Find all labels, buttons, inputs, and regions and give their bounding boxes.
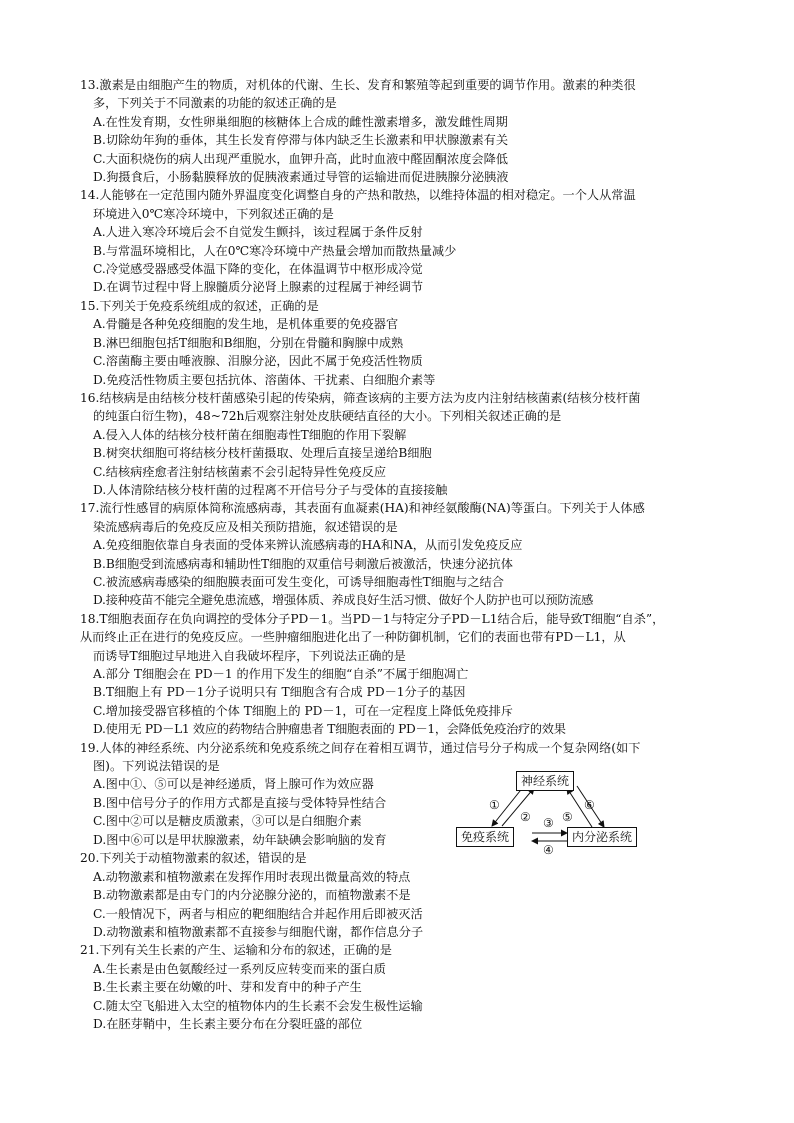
regulation-network-diagram <box>461 771 672 858</box>
label-3: ③ <box>543 816 554 831</box>
option-b: B.T细胞上有 PD－1分子说明只有 T细胞含有合成 PD－1分子的基因 <box>93 685 466 700</box>
option-c: C.一般情况下，两者与相应的靶细胞结合并起作用后即被灭活 <box>93 906 423 921</box>
label-1: ① <box>489 798 500 813</box>
question-16 <box>80 389 720 499</box>
nervous-system-box: 神经系统 <box>516 771 574 791</box>
question-13 <box>80 76 720 186</box>
option-d: D.使用无 PD－L1 效应的药物结合肿瘤患者 T细胞表面的 PD－1，会降低免疫治疗的效果 <box>93 722 566 737</box>
option-c: C.大面积烧伤的病人出现严重脱水，血钾升高，此时血液中醛固酮浓度会降低 <box>93 151 508 166</box>
immune-system-box: 免疫系统 <box>456 827 514 847</box>
question-stem-continued: 多，下列关于不同激素的功能的叙述正确的是 <box>93 96 337 111</box>
question-stem-continued: 的纯蛋白衍生物)，48~72h后观察注射处皮肤硬结直径的大小。下列相关叙述正确的是 <box>93 409 562 424</box>
question-stem: 13.激素是由细胞产生的物质，对机体的代谢、生长、发育和繁殖等起到重要的调节作用。激素的种类很 <box>80 78 636 92</box>
option-d: D.图中⑥可以是甲状腺激素，幼年缺碘会影响脑的发育 <box>93 832 387 847</box>
option-a: A.免疫细胞依靠自身表面的受体来辨认流感病毒的HA和NA，从而引发免疫反应 <box>93 538 523 553</box>
option-b: B.淋巴细胞包括T细胞和B细胞，分别在骨髓和胸腺中成熟 <box>93 335 404 350</box>
question-21 <box>80 941 720 1033</box>
question-stem: 21.下列有关生长素的产生、运输和分布的叙述，正确的是 <box>80 943 392 958</box>
option-d: D.人体清除结核分枝杆菌的过程离不开信号分子与受体的直接接触 <box>93 482 448 497</box>
option-list <box>80 775 470 849</box>
question-stem-continued: 染流感病毒后的免疫反应及相关预防措施，叙述错误的是 <box>93 519 398 534</box>
option-a: A.生长素是由色氨酸经过一系列反应转变而来的蛋白质 <box>93 961 386 976</box>
question-19-body <box>80 774 720 858</box>
question-15 <box>80 297 720 389</box>
option-d: D.在胚芽鞘中，生长素主要分布在分裂旺盛的部位 <box>93 1017 363 1032</box>
option-a: A.骨髓是各种免疫细胞的发生地，是机体重要的免疫器官 <box>93 317 399 332</box>
question-stem: 20.下列关于动植物激素的叙述，错误的是 <box>80 851 307 866</box>
label-5: ⑤ <box>562 810 573 825</box>
option-c: C.冷觉感受器感受体温下降的变化，在体温调节中枢形成冷觉 <box>93 262 423 277</box>
question-20 <box>80 849 720 941</box>
question-stem-continued: 图)。下列说法错误的是 <box>93 759 220 774</box>
option-b: B.图中信号分子的作用方式都是直接与受体特异性结合 <box>93 795 387 810</box>
option-c: C.结核病痊愈者注射结核菌素不会引起特异性免疫反应 <box>93 464 387 479</box>
option-b: B.动物激素都是由专门的内分泌腺分泌的，而植物激素不是 <box>93 888 411 903</box>
option-d: D.狗摄食后，小肠黏膜释放的促胰液素通过导管的运输进而促进胰腺分泌胰液 <box>93 170 509 185</box>
question-stem-continued: 而诱导T细胞过早地进入自我破坏程序，下列说法正确的是 <box>93 648 406 663</box>
option-c: C.增加接受器官移植的个体 T细胞上的 PD－1，可在一定程度上降低免疫排斥 <box>93 703 513 718</box>
option-a: A.在性发育期，女性卵巢细胞的核糖体上合成的雌性激素增多，激发雌性周期 <box>93 114 508 129</box>
option-c: C.被流感病毒感染的细胞膜表面可发生变化，可诱导细胞毒性T细胞与之结合 <box>93 574 504 589</box>
option-d: D.免疫活性物质主要包括抗体、溶菌体、干扰素、白细胞介素等 <box>93 372 436 387</box>
option-b: B.树突状细胞可将结核分枝杆菌摄取、处理后直接呈递给B细胞 <box>93 446 432 461</box>
option-a: A.人进入寒冷环境后会不自觉发生颤抖，该过程属于条件反射 <box>93 225 423 240</box>
option-a: A.部分 T细胞会在 PD－1 的作用下发生的细胞“自杀”不属于细胞凋亡 <box>93 667 469 681</box>
label-6: ⑥ <box>584 798 595 813</box>
question-stem: 17.流行性感冒的病原体简称流感病毒，其表面有血凝素(HA)和神经氨酸酶(NA)等蛋白。下列关于人体感 <box>80 501 645 516</box>
question-stem-continued: 从而终止正在进行的免疫反应。一些肿瘤细胞进化出了一种防御机制，它们的表面也带有PD－L1，从 <box>80 630 626 645</box>
question-14 <box>80 186 720 296</box>
question-stem: 16.结核病是由结核分枝杆菌感染引起的传染病，筛查该病的主要方法为皮内注射结核菌素(结核分枝杆菌 <box>80 390 641 405</box>
option-c: C.溶菌酶主要由唾液腺、泪腺分泌，因此不属于免疫活性物质 <box>93 354 423 369</box>
question-stem: 14.人能够在一定范围内随外界温度变化调整自身的产热和散热，以维持体温的相对稳定。一个人从常温 <box>80 188 636 203</box>
option-c: C.图中②可以是糖皮质激素，③可以是白细胞介素 <box>93 814 362 829</box>
option-a: A.侵入人体的结核分枝杆菌在细胞毒性T细胞的作用下裂解 <box>93 427 407 442</box>
option-c: C.随太空飞船进入太空的植物体内的生长素不会发生极性运输 <box>93 998 423 1013</box>
question-list <box>80 76 720 1034</box>
label-2: ② <box>520 810 531 825</box>
option-a: A.动物激素和植物激素在发挥作用时表现出微量高效的特点 <box>93 869 411 884</box>
option-b: B.与常温环境相比，人在0℃寒冷环境中产热量会增加而散热量减少 <box>93 243 457 258</box>
label-4: ④ <box>543 843 554 858</box>
option-d: D.在调节过程中肾上腺髓质分泌肾上腺素的过程属于神经调节 <box>93 280 424 295</box>
question-stem: 19.人体的神经系统、内分泌系统和免疫系统之间存在着相互调节，通过信号分子构成一个复杂网络(如下 <box>80 740 641 755</box>
question-17 <box>80 499 720 609</box>
endocrine-system-box: 内分泌系统 <box>567 827 637 847</box>
question-18 <box>80 610 720 739</box>
option-d: D.动物激素和植物激素都不直接参与细胞代谢，都作信息分子 <box>93 925 424 940</box>
question-stem: 15.下列关于免疫系统组成的叙述，正确的是 <box>80 298 319 313</box>
option-b: B.B细胞受到流感病毒和辅助性T细胞的双重信号刺激后被激活，快速分泌抗体 <box>93 556 513 571</box>
question-19 <box>80 739 720 858</box>
question-stem-continued: 环境进入0℃寒冷环境中，下列叙述正确的是 <box>93 206 334 221</box>
option-a: A.图中①、⑤可以是神经递质，肾上腺可作为效应器 <box>93 777 374 792</box>
option-b: B.切除幼年狗的垂体，其生长发育停滞与体内缺乏生长激素和甲状腺激素有关 <box>93 133 509 148</box>
option-b: B.生长素主要在幼嫩的叶、芽和发育中的种子产生 <box>93 980 362 995</box>
option-d: D.接种疫苗不能完全避免患流感，增强体质、养成良好生活习惯、做好个人防护也可以预防流感 <box>93 593 593 608</box>
question-stem: 18.T细胞表面存在负向调控的受体分子PD－1。当PD－1与特定分子PD－L1结合后，能导致T细胞“自杀”， <box>80 611 665 626</box>
